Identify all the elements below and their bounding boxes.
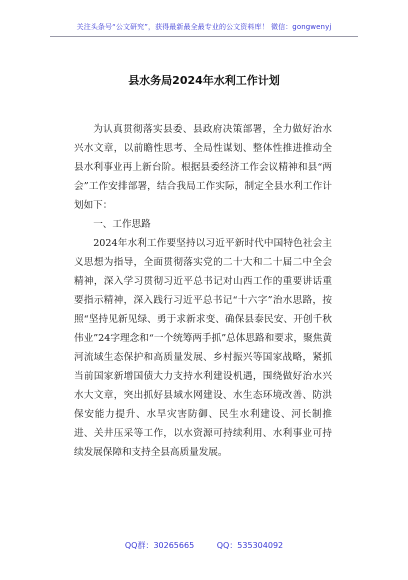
footer-qq-group: QQ群：30265665	[124, 541, 195, 550]
document-title: 县水务局2024年水利工作计划	[128, 74, 280, 87]
footer	[0, 540, 408, 551]
document-body	[74, 120, 332, 462]
intro-paragraph: 为认真贯彻落实县委、县政府决策部署，全力做好治水兴水文章，以前瞻性思考、全局性谋划、整体性推进推动全县水利事业再上新台阶。根据县委经济工作会议精神和县“两会”工作安排部署，结合我局工作实际，制定全县水利工作计划如下：	[74, 124, 332, 211]
section-paragraph: 2024年水利工作要坚持以习近平新时代中国特色社会主义思想为指导，全面贯彻落实党的二十大和二十届二中全会精神，深入学习贯彻习近平总书记对山西工作的重要讲话重要指示精神，深入践行习近平总书记“十六字”治水思路，按照“坚持见新见绿、勇于求新求变、确保县泰民安、开创千秋伟业”24字理念和“一个统筹两手抓”总体思路和要求，聚焦黄河流域生态保护和高质量发展、乡村振兴等国家战略，紧抓当前国家新增国债大力支持水利建设机遇，围绕做好治水兴水大文章，突出抓好县域水网建设、水生态环境改善、防洪保安能力提升、水旱灾害防御、民生水利建设、河长制推进、关井压采等工作，以水资源可持续利用、水利事业可持续发展保障和支持全县高质量发展。	[74, 238, 332, 458]
footer-qq: QQ：535304092	[216, 541, 284, 550]
header-divider	[50, 36, 358, 37]
header-banner: 关注头条号“公文研究”，获得最新最全最专业的公文资料库！ 微信：gongwenyj	[76, 23, 332, 31]
section-heading: 一、工作思路	[93, 219, 151, 230]
